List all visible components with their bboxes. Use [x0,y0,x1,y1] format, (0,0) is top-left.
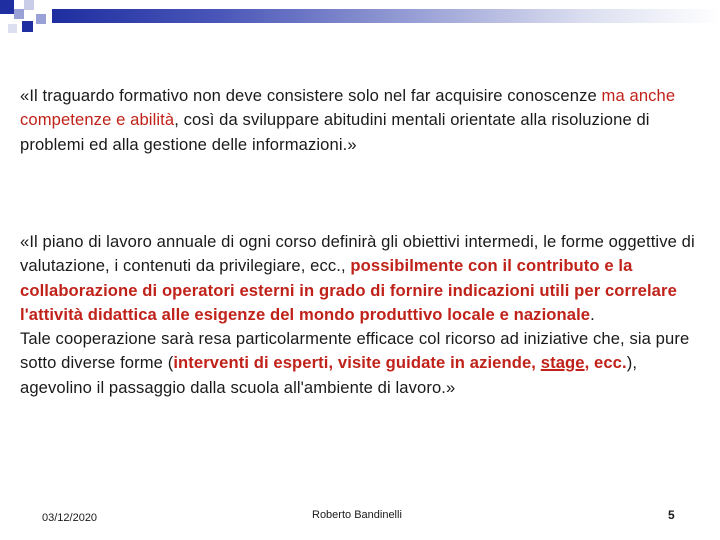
p2-highlight-3: , ecc. [584,353,627,373]
corner-decoration [0,0,60,45]
footer-date: 03/12/2020 [42,512,98,524]
footer-author: Roberto Bandinelli [312,509,402,521]
quote-paragraph-2 [20,230,702,400]
p2-text-3: Tale cooperazione sarà resa particolarmente efficace col ricorso ad iniziative che, sia pure sotto diverse forme ( [20,329,690,373]
top-gradient-bar [52,9,720,23]
page-number: 5 [668,508,675,522]
p1-highlight: ma anche competenze e abilità [20,86,676,130]
p2-text-4: ), agevolino il passaggio dalla scuola all'ambiente di lavoro.» [20,353,638,397]
p2-text-1: «Il piano di lavoro annuale di ogni corso definirà gli obiettivi intermedi, le forme oggettive di valutazione, i contenuti da privilegiare, ecc., [20,232,695,276]
p2-highlight-2: interventi di esperti, visite guidate in aziende, [173,353,541,373]
p2-highlight-1: possibilmente con il contributo e la collaborazione di operatori esterni in grado di fornire indicazioni utili per correlare l'attività didattica alle esigenze del mondo produttivo locale e nazionale [20,256,677,324]
p2-highlight-stage: stage [540,353,585,373]
quote-paragraph-1 [20,84,702,157]
p2-text-2: . [590,304,595,324]
p1-text-2: , così da sviluppare abitudini mentali orientate alla risoluzione di problemi ed alla gestione delle informazioni.» [20,110,650,154]
p1-text-1: «Il traguardo formativo non deve consistere solo nel far acquisire conoscenze [20,86,602,105]
